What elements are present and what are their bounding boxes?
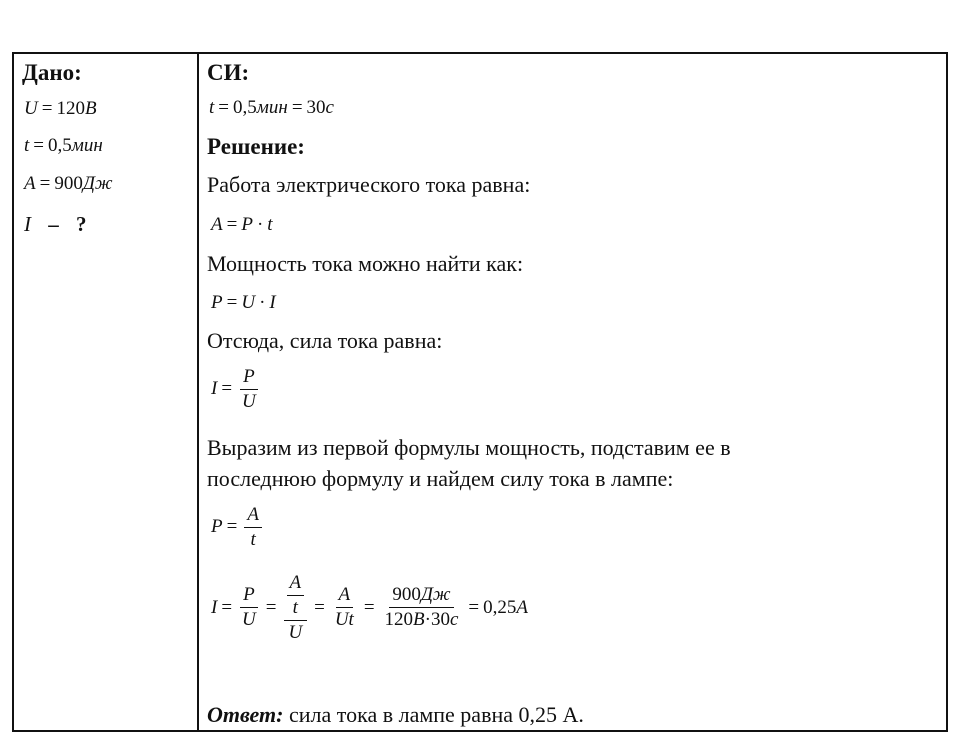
solution-table — [12, 52, 948, 732]
given-find: I – ? — [24, 212, 87, 236]
formula-final-calculation: I = $\frac{P}{U}$ = $\frac{\frac{A}{t}}{U}$ = $\frac{A}{Ut}$ = $\frac{900Дж}{120В\cdot 30с}$ = 0,25 А — [211, 572, 528, 643]
fraction-a-over-t: $\frac{A}{t}$ — [244, 504, 262, 551]
solution-paragraph-1: Работа электрического тока равна: — [207, 172, 531, 197]
given-title: Дано: — [22, 60, 82, 85]
fraction-nested: $\frac{\frac{A}{t}}{U}$ — [284, 572, 308, 644]
si-conversion: t = 0,5мин = 30с — [209, 97, 334, 118]
formula-power-from-work: P = $\frac{A}{t}$ — [211, 504, 265, 551]
answer-label: Ответ: — [207, 702, 284, 727]
fraction-a-over-ut: $\frac{A}{Ut}$ — [334, 584, 354, 631]
given-column — [14, 54, 197, 730]
fraction-numeric: $\frac{900Дж}{120В\cdot 30с}$ — [384, 584, 459, 631]
given-voltage: U = 120В — [24, 98, 97, 119]
fraction-p-over-u-2: $\frac{P}{U}$ — [242, 584, 256, 631]
solution-column — [199, 54, 946, 730]
formula-current: I = $\frac{P}{U}$ — [211, 366, 262, 413]
answer-text: сила тока в лампе равна 0,25 А. — [283, 702, 584, 727]
solution-paragraph-2: Мощность тока можно найти как: — [207, 251, 524, 276]
solution-paragraph-4a: Выразим из первой формулы мощность, подставим ее в — [207, 435, 731, 460]
fraction-p-over-u: $\frac{P}{U}$ — [242, 366, 256, 412]
si-title: СИ: — [207, 60, 250, 85]
given-time: t = 0,5мин — [24, 135, 103, 156]
given-work: A = 900Дж — [24, 173, 113, 194]
solution-title: Решение: — [207, 134, 305, 159]
formula-power: P = U · I — [211, 292, 276, 313]
solution-paragraph-3: Отсюда, сила тока равна: — [207, 328, 443, 353]
formula-work: A = P · t — [211, 214, 273, 235]
solution-paragraph-4b: последнюю формулу и найдем силу тока в лампе: — [207, 466, 674, 491]
answer-line — [207, 702, 584, 728]
